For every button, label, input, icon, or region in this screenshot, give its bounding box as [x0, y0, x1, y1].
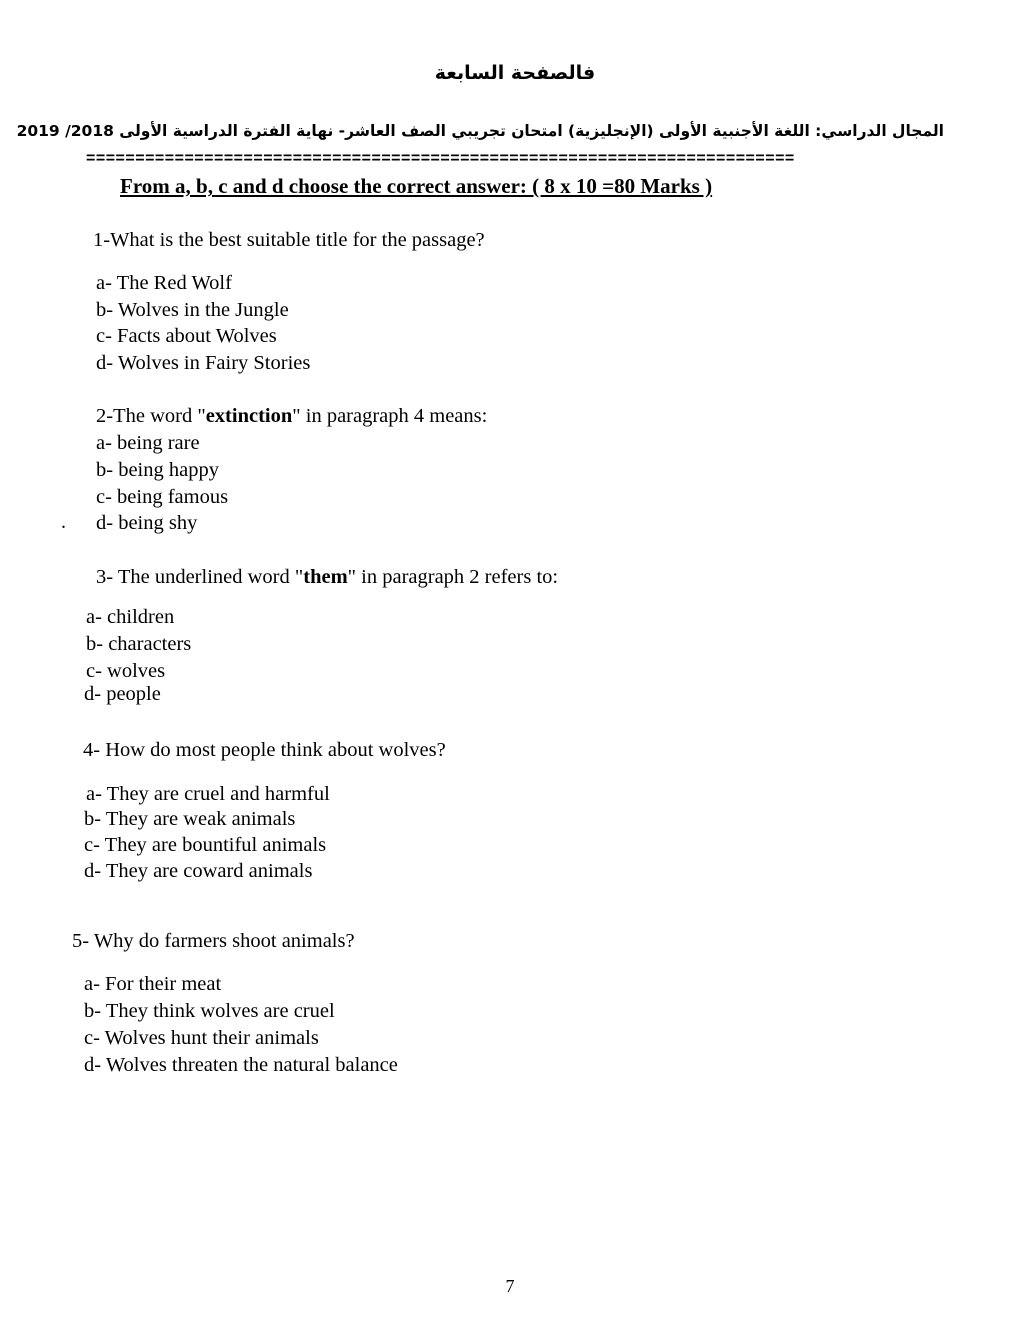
- question-3-option-b: b- characters: [86, 633, 192, 655]
- question-1-option-a: a- The Red Wolf: [96, 272, 232, 294]
- question-2-option-b: b- being happy: [96, 459, 219, 481]
- question-3: [96, 566, 558, 589]
- question-3-keyword: them: [303, 566, 348, 588]
- question-4-option-c: c- They are bountiful animals: [84, 834, 327, 856]
- question-2: [96, 405, 487, 428]
- page-number: 7: [505, 1276, 515, 1296]
- question-3-option-d: d- people: [84, 683, 161, 705]
- page-title: فالصفحة السابعة: [434, 62, 596, 84]
- stray-dot: .: [61, 511, 66, 533]
- question-4-option-a: a- They are cruel and harmful: [86, 783, 330, 805]
- question-1-option-c: c- Facts about Wolves: [96, 325, 277, 347]
- question-2-prompt-start: 2-The word ": [96, 405, 206, 427]
- subject-header: المجال الدراسي: اللغة الأجنبية الأولى (الإنجليزية) امتحان تجريبي الصف العاشر- نهاية الفترة الدراسية الأولى 2018/ 2019: [16, 122, 944, 140]
- question-1-option-b: b- Wolves in the Jungle: [96, 299, 289, 321]
- question-3-option-c: c- wolves: [86, 660, 166, 682]
- question-4-option-d: d- They are coward animals: [84, 860, 313, 882]
- question-2-option-c: c- being famous: [96, 486, 229, 508]
- question-3-prompt-start: 3- The underlined word ": [96, 566, 304, 588]
- question-4-option-b: b- They are weak animals: [84, 808, 296, 830]
- question-5-option-a: a- For their meat: [84, 973, 222, 995]
- question-5-option-d: d- Wolves threaten the natural balance: [84, 1054, 398, 1076]
- question-5: 5- Why do farmers shoot animals?: [72, 930, 355, 952]
- question-3-prompt-end: " in paragraph 2 refers to:: [347, 566, 559, 588]
- question-2-option-d: d- being shy: [96, 512, 198, 534]
- question-1-option-d: d- Wolves in Fairy Stories: [96, 352, 311, 374]
- question-5-option-c: c- Wolves hunt their animals: [84, 1027, 319, 1049]
- question-2-option-a: a- being rare: [96, 432, 200, 454]
- separator-line: ========================================================================: [86, 150, 795, 167]
- question-2-prompt-end: " in paragraph 4 means:: [292, 405, 488, 427]
- question-2-keyword: extinction: [205, 405, 293, 427]
- question-1: 1-What is the best suitable title for the passage?: [93, 229, 485, 251]
- question-5-option-b: b- They think wolves are cruel: [84, 1000, 335, 1022]
- question-4: 4- How do most people think about wolves?: [83, 739, 446, 761]
- instructions: From a, b, c and d choose the correct answer: ( 8 x 10 =80 Marks ): [120, 174, 713, 198]
- question-3-option-a: a- children: [86, 606, 175, 628]
